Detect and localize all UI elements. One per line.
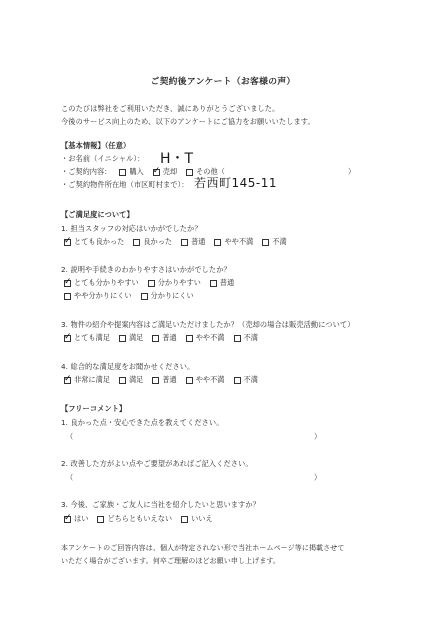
checkbox[interactable] bbox=[181, 516, 188, 523]
checkbox[interactable] bbox=[262, 239, 269, 246]
option-label: どちらともいえない bbox=[107, 514, 173, 523]
option[interactable] bbox=[210, 278, 234, 288]
location-label: ・ご契約物件所在地（市区町村まで）： bbox=[61, 180, 189, 189]
option[interactable] bbox=[234, 375, 258, 385]
contract-type-label: ・ご契約内容： bbox=[61, 167, 112, 176]
option[interactable] bbox=[64, 333, 110, 343]
checkbox[interactable] bbox=[133, 239, 140, 246]
option-label: やや不満 bbox=[224, 237, 254, 246]
option-label: 普通 bbox=[219, 278, 235, 287]
question-2: 2. 説明や手続きのわかりやすさはいかがでしたか？ bbox=[61, 265, 231, 274]
checkbox[interactable] bbox=[214, 239, 221, 246]
option[interactable] bbox=[214, 237, 253, 247]
option[interactable] bbox=[234, 333, 258, 343]
free-question-3-options bbox=[64, 514, 222, 524]
option[interactable] bbox=[133, 237, 172, 247]
checkbox[interactable] bbox=[141, 293, 148, 300]
option-label: はい bbox=[74, 514, 89, 523]
option[interactable] bbox=[181, 237, 205, 247]
checkbox[interactable] bbox=[119, 335, 126, 342]
option[interactable] bbox=[64, 291, 132, 301]
checkbox-checked[interactable] bbox=[64, 280, 71, 287]
option[interactable] bbox=[152, 375, 176, 385]
option-label: 非常に満足 bbox=[74, 375, 110, 384]
option-label: 普通 bbox=[162, 333, 177, 342]
name-handwritten[interactable]: H・T bbox=[160, 151, 194, 167]
free-question-3: 3. 今後、ご家族・ご友人に当社を紹介したいと思いますか？ bbox=[61, 500, 260, 509]
location-handwritten[interactable]: 若西町145-11 bbox=[194, 176, 278, 190]
checkbox[interactable] bbox=[152, 377, 159, 384]
checkbox[interactable] bbox=[152, 335, 159, 342]
free-q2-close-paren: ） bbox=[314, 473, 322, 482]
option-label: 売却 bbox=[162, 167, 178, 176]
option-label: 不満 bbox=[243, 375, 258, 384]
free-q1-close-paren: ） bbox=[314, 432, 322, 441]
checkbox[interactable] bbox=[148, 280, 155, 287]
free-question-1: 1. 良かった点・安心できた点を教えてください。 bbox=[61, 418, 224, 427]
question-4-options bbox=[64, 375, 267, 385]
question-2-options-row2 bbox=[64, 291, 203, 301]
intro-line-1: このたびは弊社をご利用いただき、誠にありがとうございました。 bbox=[61, 104, 280, 113]
checkbox[interactable] bbox=[210, 280, 217, 287]
checkbox[interactable] bbox=[119, 169, 126, 176]
option-label: 購入 bbox=[129, 167, 144, 176]
checkbox[interactable] bbox=[234, 377, 241, 384]
question-3-options bbox=[64, 333, 267, 343]
option-label: とても良かった bbox=[74, 237, 125, 246]
option-label: とても満足 bbox=[74, 333, 110, 342]
option[interactable] bbox=[262, 237, 286, 247]
question-3: 3. 物件の紹介や提案内容はご満足いただけましたか？（売却の場合は販売活動について） bbox=[61, 320, 355, 329]
option[interactable] bbox=[97, 514, 172, 524]
checkbox[interactable] bbox=[186, 169, 193, 176]
other-close-paren: ） bbox=[348, 167, 356, 176]
name-label: ・お名前（イニシャル）： bbox=[61, 154, 145, 163]
option-label: やや分かりにくい bbox=[74, 291, 132, 300]
contract-type-option-purchase[interactable] bbox=[119, 167, 143, 177]
free-heading: 【フリーコメント】 bbox=[61, 404, 127, 413]
question-1-options bbox=[64, 237, 296, 247]
checkbox-checked[interactable] bbox=[64, 377, 71, 384]
option[interactable] bbox=[152, 333, 176, 343]
checkbox[interactable] bbox=[64, 293, 71, 300]
question-4: 4. 総合的な満足度をお聞かせください。 bbox=[61, 362, 195, 371]
free-question-2: 2. 改善した方がよい点やご要望があればご記入ください。 bbox=[61, 459, 253, 468]
checkbox[interactable] bbox=[186, 377, 193, 384]
option[interactable] bbox=[64, 278, 139, 288]
option-label: やや不満 bbox=[195, 375, 225, 384]
checkbox-checked[interactable] bbox=[64, 239, 71, 246]
option[interactable] bbox=[119, 375, 143, 385]
free-q1-open-paren: （ bbox=[66, 432, 74, 441]
option-label: その他（ bbox=[196, 167, 225, 176]
satisfaction-heading: 【ご満足度について】 bbox=[61, 210, 134, 219]
option[interactable] bbox=[64, 237, 124, 247]
page-title: ご契約後アンケート（お客様の声） bbox=[150, 77, 296, 87]
option[interactable] bbox=[119, 333, 143, 343]
option-label: 不満 bbox=[272, 237, 287, 246]
option[interactable] bbox=[64, 514, 88, 524]
contract-type-option-sale[interactable] bbox=[153, 167, 177, 177]
checkbox[interactable] bbox=[97, 516, 104, 523]
checkbox[interactable] bbox=[181, 239, 188, 246]
checkbox-checked[interactable] bbox=[64, 516, 71, 523]
footer-line-1: 本アンケートのご回答内容は、個人が特定されない形で当社ホームページ等に掲載させて bbox=[61, 544, 345, 552]
intro-line-2: 今後のサービス向上のため、以下のアンケートにご協力をお願いいたします。 bbox=[61, 117, 315, 126]
checkbox[interactable] bbox=[234, 335, 241, 342]
option-label: 普通 bbox=[162, 375, 177, 384]
option-label: やや不満 bbox=[195, 333, 225, 342]
checkbox[interactable] bbox=[119, 377, 126, 384]
option[interactable] bbox=[148, 278, 201, 288]
option-label: 不満 bbox=[243, 333, 258, 342]
option-label: 満足 bbox=[128, 333, 144, 342]
option-label: 分かりやすい bbox=[157, 278, 201, 287]
basic-heading: 【基本情報】（任意） bbox=[61, 141, 131, 150]
question-2-options bbox=[64, 278, 243, 288]
option-label: いいえ bbox=[191, 514, 213, 523]
option[interactable] bbox=[141, 291, 194, 301]
option[interactable] bbox=[186, 375, 225, 385]
free-q2-open-paren: （ bbox=[66, 473, 74, 482]
option-label: 普通 bbox=[191, 237, 206, 246]
checkbox-checked[interactable] bbox=[153, 169, 160, 176]
option-label: とても分かりやすい bbox=[74, 278, 139, 287]
question-1: 1. 担当スタッフの対応はいかがでしたか？ bbox=[61, 224, 202, 233]
checkbox-checked[interactable] bbox=[64, 335, 71, 342]
option[interactable] bbox=[181, 514, 213, 524]
option[interactable] bbox=[186, 333, 225, 343]
footer-line-2: いただく場合がございます。何卒ご理解のほどお願い申し上げます。 bbox=[61, 557, 280, 565]
option[interactable] bbox=[64, 375, 110, 385]
option-label: 分かりにくい bbox=[150, 291, 194, 300]
checkbox[interactable] bbox=[186, 335, 193, 342]
option-label: 満足 bbox=[128, 375, 144, 384]
option-label: 良かった bbox=[143, 237, 173, 246]
